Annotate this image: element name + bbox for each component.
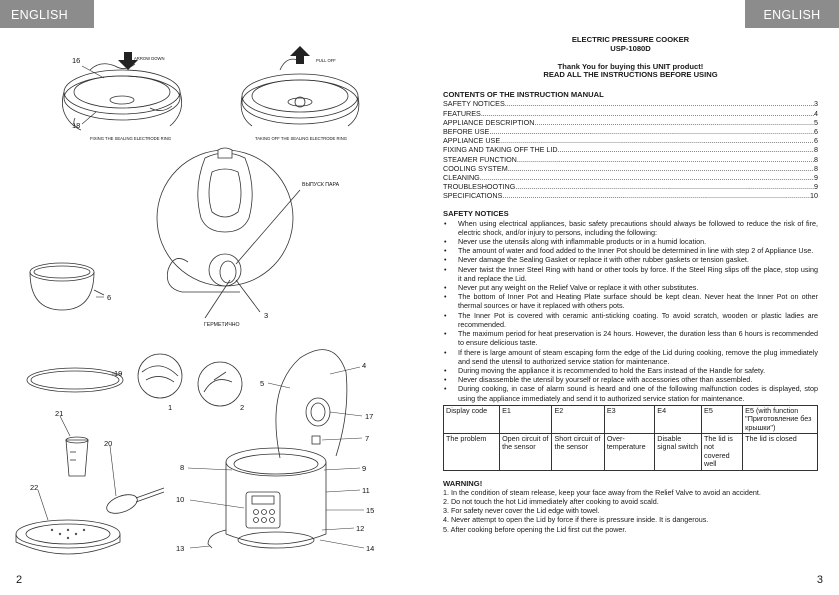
callout-10: 10 <box>176 495 185 504</box>
callout-3: 3 <box>264 311 269 320</box>
steam-release-label: ВЫПУСК ПАРА <box>302 182 340 188</box>
error-code-table <box>443 405 818 471</box>
contents-heading: CONTENTS OF THE INSTRUCTION MANUAL <box>443 90 604 100</box>
toc-entry: APPLIANCE USE ..... 6 <box>443 136 818 145</box>
safety-heading: SAFETY NOTICES <box>443 209 509 219</box>
table-cell: The problem <box>444 433 500 470</box>
safety-notices-list <box>443 219 818 403</box>
fig2-caption: TAKING OFF THE SEALING ELECTRODE RING <box>255 136 347 141</box>
toc-entry: FEATURES ..... 4 <box>443 109 818 118</box>
warning-item: 2. Do not touch the hot Lid immediately after cooking to avoid scald. <box>443 496 659 506</box>
safety-notice: • The bottom of Inner Pot and Heating Plate surface should be kept clean. Never heat the Inner Pot on other thermal sources or have it replaced with others pots. <box>443 292 818 310</box>
callout-9: 9 <box>362 464 367 473</box>
callout-6: 6 <box>107 293 112 302</box>
table-cell: The lid is not covered well <box>702 433 743 470</box>
arrow-down-icon <box>118 52 138 70</box>
table-cell: E2 <box>552 405 604 433</box>
callout-5: 5 <box>260 379 265 388</box>
safety-notice: • During moving the appliance it is recommended to hold the Ears instead of the Handle for safety. <box>443 366 818 375</box>
safety-notice: • When using electrical appliances, basic safety precautions should always be followed to reduce the risk of fire, electric shock, and/or injury to persons, including the following: <box>443 219 818 237</box>
spoon-figure <box>104 488 164 517</box>
safety-notice: • Never damage the Sealing Gasket or replace it with other rubber gaskets or tension gasket. <box>443 255 818 264</box>
callout-16: 16 <box>72 56 81 65</box>
manual-title: ELECTRIC PRESSURE COOKER <box>571 35 690 44</box>
manual-text-column <box>443 36 818 534</box>
callout-1: 1 <box>168 403 173 412</box>
fixing-ring-figure <box>62 54 181 130</box>
toc-entry: FIXING AND TAKING OFF THE LID ..... 8 <box>443 145 818 154</box>
safety-notice: • Never twist the Inner Steel Ring with hand or other tools by force. If the Steel Ring slips off the place, stop using it and replace the Lid. <box>443 265 818 283</box>
callout-7: 7 <box>365 434 370 443</box>
toc-entry: TROUBLESHOOTING ..... 9 <box>443 182 818 191</box>
sealing-ring <box>27 368 123 392</box>
table-cell: E3 <box>604 405 654 433</box>
table-row <box>444 433 818 470</box>
read-instructions-note: READ ALL THE INSTRUCTIONS BEFORE USING <box>543 70 718 80</box>
callout-21: 21 <box>55 409 64 418</box>
callout-8: 8 <box>180 463 185 472</box>
warning-item: 1. In the condition of steam release, keep your face away from the Relief Valve to avoid an accident. <box>443 487 761 497</box>
warning-heading: WARNING! <box>443 478 483 488</box>
appliance-illustrations <box>0 30 420 570</box>
table-cell: Open circuit of the sensor <box>500 433 552 470</box>
language-tab-left: ENGLISH <box>0 0 94 28</box>
table-cell: E1 <box>500 405 552 433</box>
table-of-contents <box>443 99 818 200</box>
callout-15: 15 <box>366 506 375 515</box>
page-number-right: 3 <box>816 574 823 586</box>
taking-off-ring-figure <box>241 59 359 126</box>
safety-notice: • The amount of water and food added to the Inner Pot should be determined in line with step 2 of Appliance Use. <box>443 246 818 255</box>
inner-pot-figure <box>30 263 104 310</box>
safety-notice: • During cooking, in case of alarm sound is heard and one of the following malfunction codes is displayed, stop using the appliance immediately and send it to authorized service station for maintenance. <box>443 384 818 402</box>
fig1-arrow-label: ARROW DOWN <box>134 56 165 61</box>
detail-circle-2 <box>198 362 242 406</box>
callout-12: 12 <box>356 524 365 533</box>
callout-4: 4 <box>362 361 367 370</box>
toc-entry: STEAMER FUNCTION ..... 8 <box>443 155 818 164</box>
warning-item: 5. After cooking before opening the Lid first cut the power. <box>443 524 627 534</box>
measuring-cup-figure <box>66 437 88 476</box>
model-number: USP-1080D <box>610 43 651 53</box>
table-cell: Over-temperature <box>604 433 654 470</box>
warning-item: 3. For safety never cover the Lid edge with towel. <box>443 506 600 516</box>
table-cell: Display code <box>444 405 500 433</box>
callout-2: 2 <box>240 403 245 412</box>
language-tab-right: ENGLISH <box>745 0 839 28</box>
lid-figure <box>157 148 300 318</box>
toc-entry: SPECIFICATIONS ..... 10 <box>443 191 818 200</box>
table-cell: Short circuit of the sensor <box>552 433 604 470</box>
warning-item: 4. Never attempt to open the Lid by force if there is pressure inside. It is dangerous. <box>443 515 709 525</box>
safety-notice: • Never put any weight on the Relief Valve or replace it with other substitutes. <box>443 283 818 292</box>
page-number-left: 2 <box>16 574 23 586</box>
toc-entry: SAFETY NOTICES ..... 3 <box>443 99 818 108</box>
table-cell: E5 (with function "Приготовление без крышки") <box>743 405 818 433</box>
table-row <box>444 405 818 433</box>
table-cell: The lid is closed <box>743 433 818 470</box>
toc-entry: APPLIANCE DESCRIPTION ..... 5 <box>443 118 818 127</box>
sealed-label: ГЕРМЕТИЧНО <box>204 322 240 328</box>
callout-13: 13 <box>176 544 185 553</box>
table-cell: E4 <box>655 405 702 433</box>
table-cell: E5 <box>702 405 743 433</box>
detail-circle-1 <box>138 354 182 398</box>
fig1-caption: FIXING THE SEALING ELECTRODE RING <box>90 136 172 141</box>
safety-notice: • The Inner Pot is covered with ceramic anti-sticking coating. To avoid scratch, wooden or plastic ladies are recommended. <box>443 311 818 329</box>
fig2-arrow-label: PULL OFF <box>316 58 336 63</box>
steamer-tray-figure <box>16 520 120 554</box>
thank-you-note: Thank You for buying this UNIT product! <box>557 61 704 71</box>
callout-22: 22 <box>30 483 39 492</box>
cooker-body-figure <box>208 350 347 548</box>
warnings-list <box>443 488 818 534</box>
table-cell: Disable signal switch <box>655 433 702 470</box>
callout-19: 19 <box>114 369 123 378</box>
safety-notice: • If there is large amount of steam escaping form the edge of the Lid during cooking, remove the plug immediately and send the utensil to authorized service station for maintenance. <box>443 348 818 366</box>
safety-notice: • Never use the utensils along with inflammable products or in a humid location. <box>443 237 818 246</box>
callout-20: 20 <box>104 439 113 448</box>
callout-11: 11 <box>362 486 370 495</box>
callout-18: 18 <box>72 121 81 130</box>
toc-entry: COOLING SYSTEM ..... 8 <box>443 164 818 173</box>
callout-17: 17 <box>365 412 374 421</box>
safety-notice: • Never disassemble the utensil by yourself or replace with accessories other than assembled. <box>443 375 818 384</box>
toc-entry: BEFORE USE ..... 6 <box>443 127 818 136</box>
toc-entry: CLEANING ..... 9 <box>443 173 818 182</box>
callout-14: 14 <box>366 544 375 553</box>
arrow-up-icon <box>290 46 310 64</box>
safety-notice: • The maximum period for heat preservation is 24 hours. However, the duration less than 6 hours is recommended to ensure delicious taste. <box>443 329 818 347</box>
